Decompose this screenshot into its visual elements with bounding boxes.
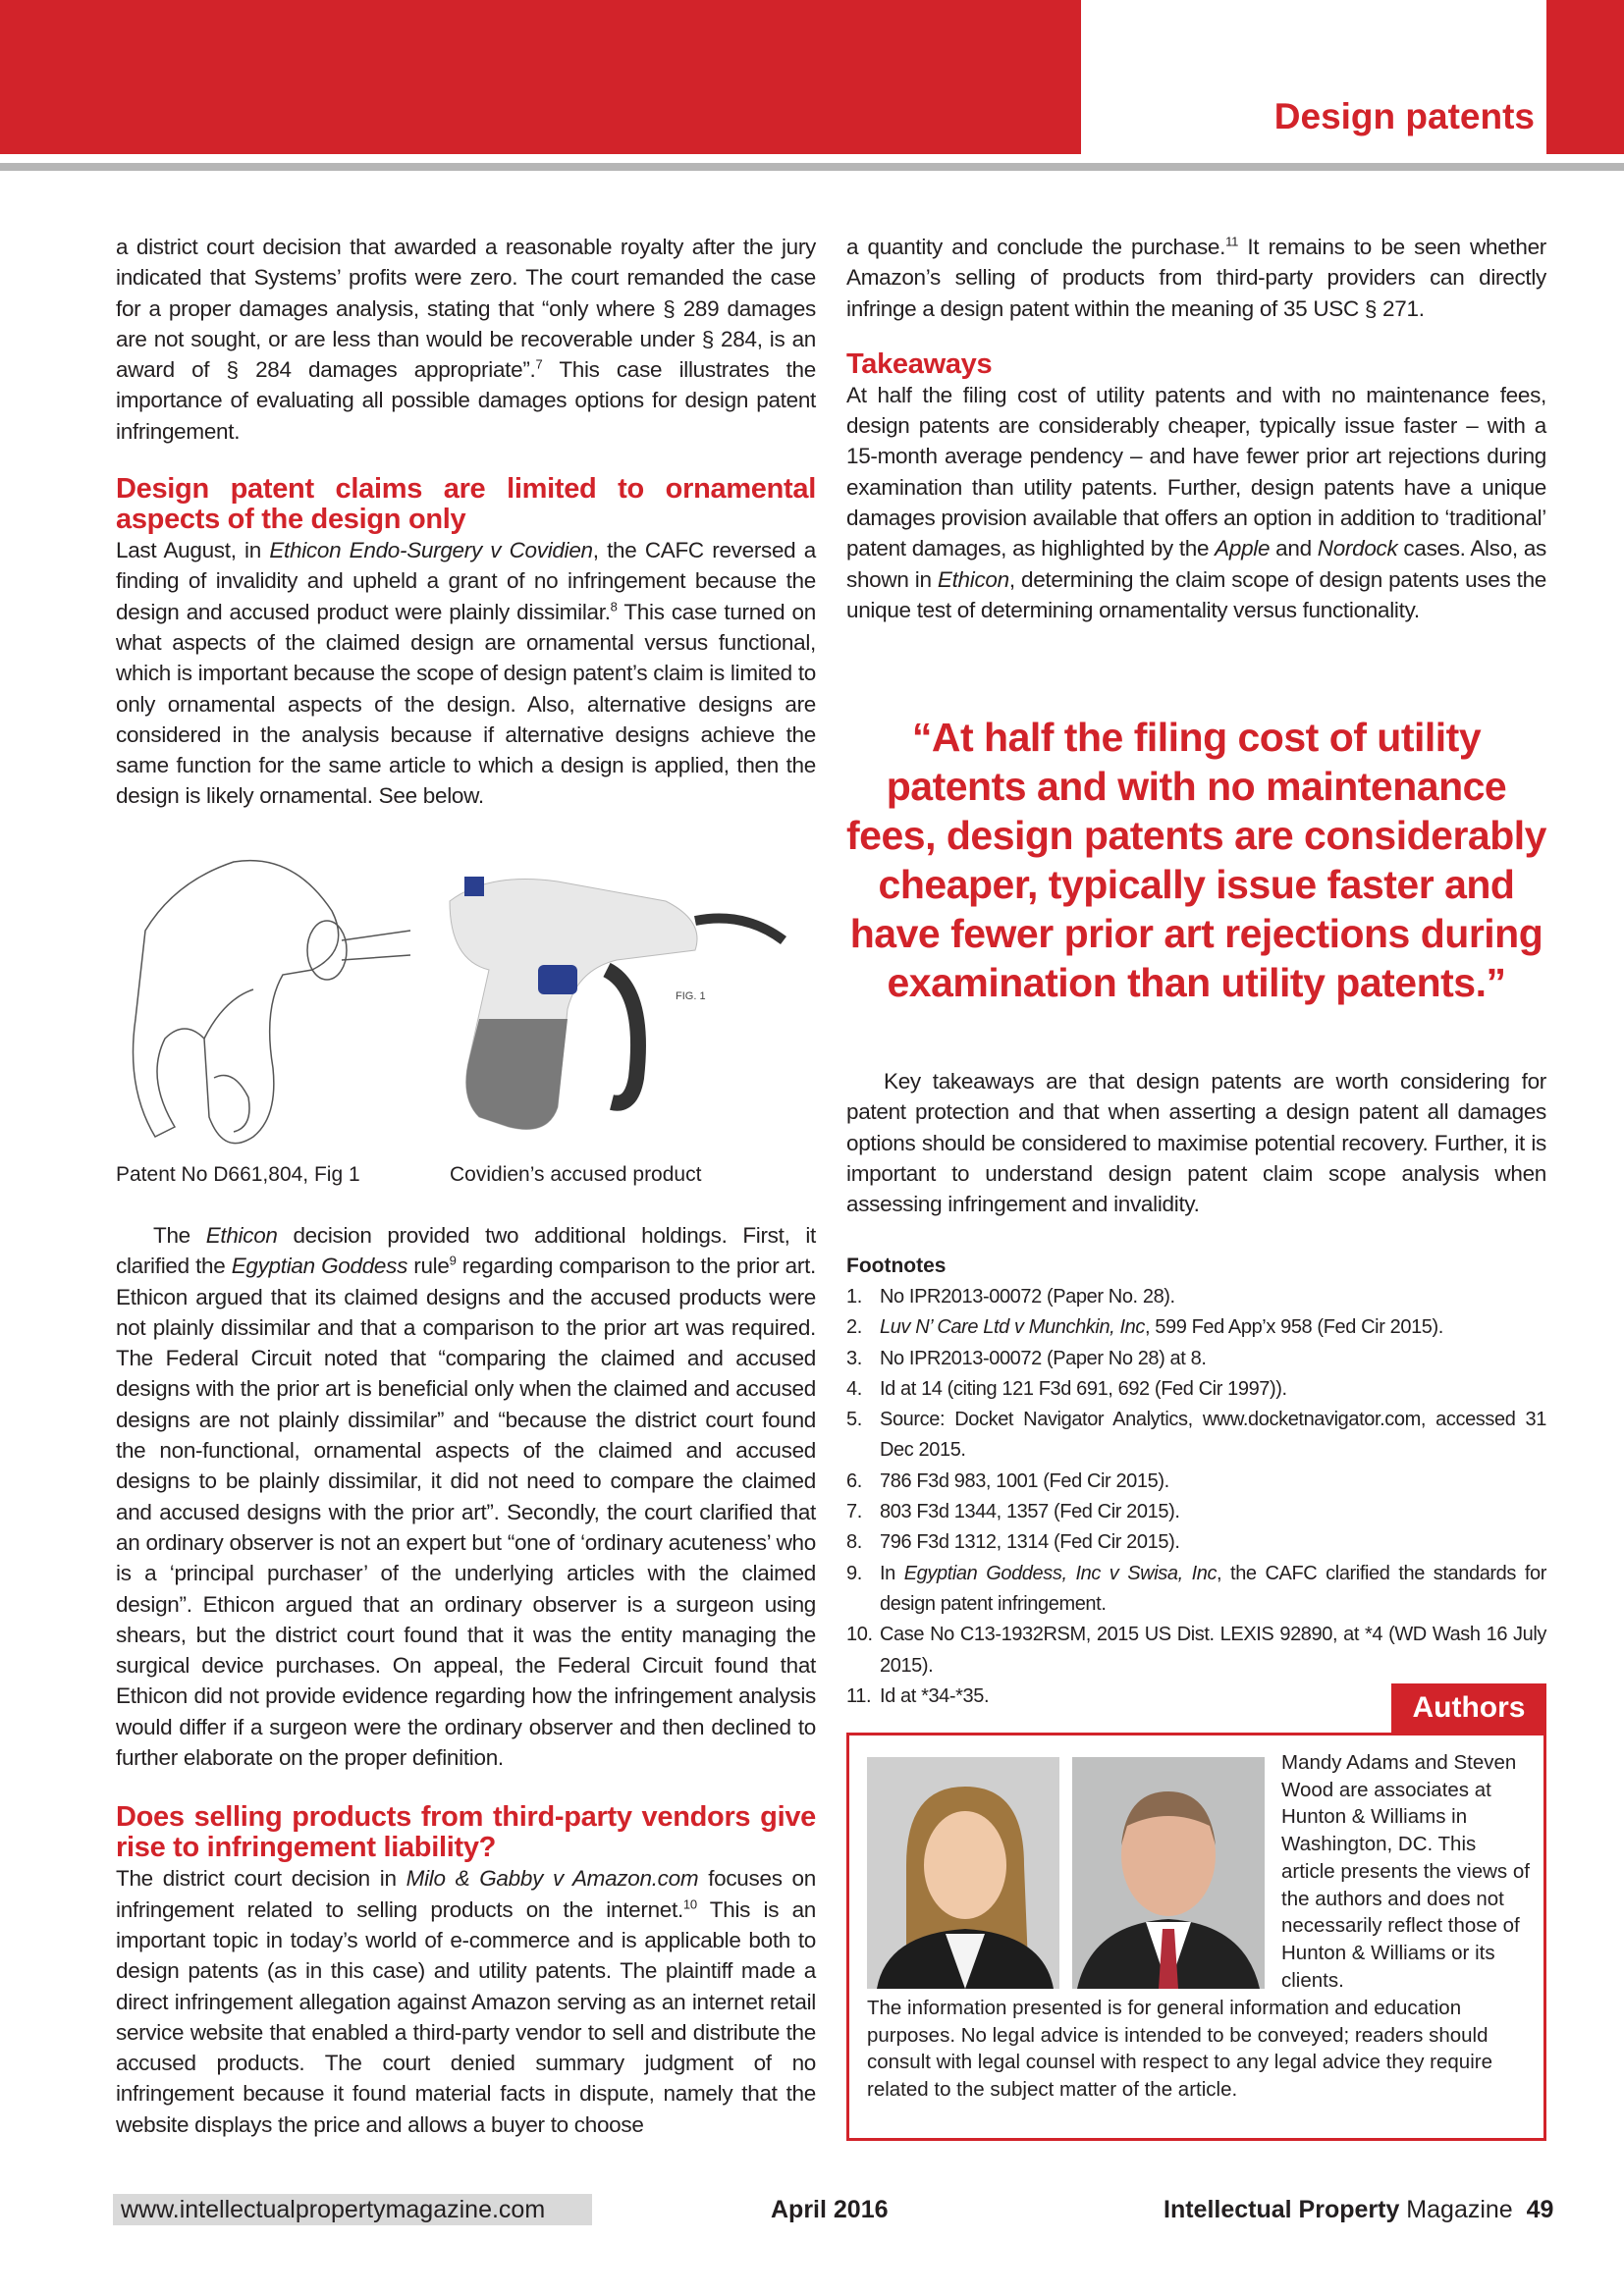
case-name: Luv N’ Care Ltd v Munchkin, Inc xyxy=(880,1316,1145,1339)
footnote-item xyxy=(846,1374,1546,1405)
text: , the CAFC reversed a finding of invalidity and upheld a grant of no infringement because the design and accused product were plainly dissimilar. xyxy=(116,538,816,624)
section-title: Design patents xyxy=(1273,96,1535,136)
paragraph xyxy=(116,1220,816,1773)
case-name: Ethicon Endo-Surgery v Covidien xyxy=(269,538,593,563)
footnotes xyxy=(846,1255,1546,1712)
heading-takeaways: Takeaways xyxy=(846,347,993,380)
text: and xyxy=(1270,536,1318,561)
caption-patent: Patent No D661,804, Fig 1 xyxy=(116,1163,360,1186)
footnote-item xyxy=(846,1559,1546,1621)
authors-bio: Mandy Adams and Steven Wood are associates at Hunton & Williams in Washington, DC. This article presents the views of the authors and does not necessarily reflect those of Hunton & Williams or its clients. xyxy=(1281,1751,1530,1992)
footnote-item xyxy=(846,1282,1546,1312)
text: Id at *34-*35. xyxy=(880,1684,990,1707)
footnote-item xyxy=(846,1620,1546,1682)
text: 803 F3d 1344, 1357 (Fed Cir 2015). xyxy=(880,1501,1180,1523)
right-column-top xyxy=(846,232,1546,625)
authors-box xyxy=(846,1733,1546,2141)
footnote-text xyxy=(880,1620,1546,1682)
footnote-text xyxy=(880,1312,1546,1343)
footnote-item xyxy=(846,1467,1546,1497)
text: , determining the claim scope of design patents uses the unique test of determining ornamentality versus functionality. xyxy=(846,566,1546,622)
author-photo-mandy-adams xyxy=(867,1757,1059,1989)
text: rule xyxy=(407,1254,450,1279)
case-name: Egyptian Goddess xyxy=(231,1254,408,1279)
case-name: Ethicon xyxy=(205,1223,278,1248)
case-name: Egyptian Goddess, Inc v Swisa, Inc xyxy=(903,1562,1218,1584)
header-banner xyxy=(0,0,1081,154)
footnote-number: 1. xyxy=(846,1286,862,1308)
footnote-number: 3. xyxy=(846,1347,862,1369)
text: It remains to be seen whether Amazon’s selling of products from third-party providers can directly infringe a design patent within the meaning of 35 USC § 271. xyxy=(846,235,1546,321)
footnote-number: 11. xyxy=(846,1684,872,1707)
case-name: Milo & Gabby v Amazon.com xyxy=(406,1866,699,1892)
footer-date: April 2016 xyxy=(771,2196,889,2223)
authors-disclaimer: The information presented is for general information and education purposes. No legal advice is intended to be conveyed; readers should consult with legal counsel with respect to any legal advice they require related to the subject matter of the article. xyxy=(867,1997,1492,2102)
text: decision provided two additional holdings. First, it clarified the xyxy=(116,1223,816,1279)
right-column-mid xyxy=(846,1066,1546,1219)
text: The district court decision in xyxy=(116,1866,406,1892)
footnote-number: 2. xyxy=(846,1316,862,1339)
case-name: Apple xyxy=(1215,536,1271,561)
text: Id at 14 (citing 121 F3d 691, 692 (Fed Cir 1997)). xyxy=(880,1377,1287,1400)
text: Source: Docket Navigator Analytics, www.docketnavigator.com, accessed 31 Dec 2015. xyxy=(880,1409,1546,1462)
page-number: 49 xyxy=(1526,2196,1554,2223)
text: Case No C13-1932RSM, 2015 US Dist. LEXIS 92890, at *4 (WD Wash 16 July 2015). xyxy=(880,1624,1546,1677)
left-column-bottom xyxy=(116,1220,816,2140)
text: focuses on infringement related to selling products on the internet. xyxy=(116,1866,816,1922)
text: Last August, in xyxy=(116,538,270,563)
text: This is an important topic in today’s world of e-commerce and is applicable both to design patents (as in this case) and utility patents. The plaintiff made a direct infringement allegation against Amazon serving as an internet retail service website that enabled a third-party vendor to sell and distribute the accused products. The court denied summary judgment of no infringement because it found material facts in dispute, namely that the website displays the price and allows a buyer to choose xyxy=(116,1896,816,2137)
patent-drawing xyxy=(116,842,816,1156)
footnotes-list xyxy=(846,1282,1546,1712)
paragraph xyxy=(846,380,1546,625)
text: , 599 Fed App’x 958 (Fed Cir 2015). xyxy=(1144,1316,1443,1339)
footnote-item xyxy=(846,1344,1546,1374)
footnote-number: 7. xyxy=(846,1501,862,1523)
footnote-ref: 9 xyxy=(449,1253,457,1268)
footnote-text xyxy=(880,1527,1546,1558)
paragraph xyxy=(116,1863,816,2140)
paragraph xyxy=(116,232,816,447)
case-name: Nordock xyxy=(1317,536,1398,561)
footnote-ref: 11 xyxy=(1225,234,1239,249)
footnote-text xyxy=(880,1344,1546,1374)
text: No IPR2013-00072 (Paper No. 28). xyxy=(880,1286,1175,1308)
footnote-ref: 7 xyxy=(535,356,543,372)
heading-ornamental: Design patent claims are limited to ornamental aspects of the design only xyxy=(116,473,816,536)
text: The xyxy=(153,1223,206,1248)
text: This case illustrates the importance of evaluating all possible damages options for design patent infringement. xyxy=(116,357,816,444)
magazine-name: Intellectual Property xyxy=(1164,2196,1400,2223)
footnote-text xyxy=(880,1467,1546,1497)
footnote-item xyxy=(846,1527,1546,1558)
footnote-text xyxy=(880,1282,1546,1312)
footnote-item xyxy=(846,1312,1546,1343)
footnote-number: 9. xyxy=(846,1562,862,1584)
text: No IPR2013-00072 (Paper No 28) at 8. xyxy=(880,1347,1207,1369)
magazine-suffix: Magazine xyxy=(1399,2196,1513,2223)
caption-product: Covidien’s accused product xyxy=(450,1163,702,1186)
footnote-number: 8. xyxy=(846,1531,862,1554)
authors-tab: Authors xyxy=(1391,1683,1546,1733)
footnote-ref: 10 xyxy=(682,1896,697,1912)
text: This case turned on what aspects of the claimed design are ornamental versus functional, which is important because the scope of design patent’s claim is limited to only ornamental aspects of the design. Also, alternative designs are considered in the analysis because if alternative designs achieve the same function for the same article to which a design is applied, then the design is likely ornamental. See below. xyxy=(116,599,816,809)
left-column-top xyxy=(116,232,816,812)
text: , the CAFC clarified the standards for design patent infringement. xyxy=(880,1562,1546,1615)
pull-quote: “At half the filing cost of utility patents and with no maintenance fees, design patents are considerably cheaper, typically issue faster and have fewer prior art rejections during examination than utility patents.” xyxy=(846,715,1546,1005)
footnote-text xyxy=(880,1559,1546,1621)
text: regarding comparison to the prior art. Ethicon argued that its claimed designs and the accused products were not plainly dissimilar and that a comparison to the prior art was required. The Federal Circuit noted that “comparing the claimed and accused designs with the prior art is beneficial only when the claimed and accused designs are not plainly dissimilar” and “because the district court found the non-functional, ornamental aspects of the claimed and accused designs to be plainly dissimilar, it did not need to compare the claimed and accused designs with the prior art”. Secondly, the court clarified that an ordinary observer is not an expert but “one of ‘ordinary acuteness’ who is a ‘principal purchaser’ of the underlying articles with the claimed design”. Ethicon argued that an ordinary observer is a surgeon using shears, but the district court found that it was the entity managing the surgical device purchases. On appeal, the Federal Circuit found that Ethicon did not provide evidence regarding how the infringement analysis would differ if a surgeon were the ordinary observer and then declined to further elaborate on the proper definition. xyxy=(116,1254,816,1771)
footnote-item xyxy=(846,1497,1546,1527)
text: In xyxy=(880,1562,904,1584)
footer-url[interactable]: www.intellectualpropertymagazine.com xyxy=(113,2194,592,2225)
heading-third-party: Does selling products from third-party vendors give rise to infringement liability? xyxy=(116,1801,816,1864)
paragraph xyxy=(116,535,816,812)
text: 786 F3d 983, 1001 (Fed Cir 2015). xyxy=(880,1469,1169,1492)
text: cases. Also, as shown in xyxy=(846,536,1546,592)
footnote-text xyxy=(880,1405,1546,1467)
footnote-item xyxy=(846,1405,1546,1467)
paragraph xyxy=(846,232,1546,324)
footnote-text xyxy=(880,1497,1546,1527)
paragraph: Key takeaways are that design patents are worth considering for patent protection and that when asserting a design patent all damages options should be considered to maximise potential recovery. Further, it is important to understand design patent claim scope analysis when assessing infringement and invalidity. xyxy=(846,1069,1546,1217)
text: 796 F3d 1312, 1314 (Fed Cir 2015). xyxy=(880,1531,1180,1554)
text: a district court decision that awarded a reasonable royalty after the jury indicated that Systems’ profits were zero. The court remanded the case for a proper damages analysis, stating that “only where § 289 damages are not sought, or are less than would be recoverable under § 284, is an award of § 284 damages appropriate”. xyxy=(116,235,816,383)
footnote-number: 5. xyxy=(846,1409,862,1431)
header-rule xyxy=(0,163,1624,171)
case-name: Ethicon xyxy=(937,566,1009,592)
header-strip xyxy=(1546,0,1624,154)
footnote-number: 6. xyxy=(846,1469,862,1492)
footnote-number: 10. xyxy=(846,1624,873,1646)
footer-magazine xyxy=(1164,2194,1553,2225)
footnotes-title: Footnotes xyxy=(846,1255,947,1277)
author-photo-steven-wood xyxy=(1072,1757,1265,1989)
fig-label: FIG. 1 xyxy=(676,990,706,1002)
text: At half the filing cost of utility patents and with no maintenance fees, design patents are considerably cheaper, typically issue faster – with a 15-month average pendency – and have fewer prior art rejections during examination than utility patents. Further, design patents have a unique damages provision available that offers an option in addition to ‘traditional’ patent damages, as highlighted by the xyxy=(846,382,1546,561)
text: a quantity and conclude the purchase. xyxy=(846,235,1226,259)
footnote-text xyxy=(880,1374,1546,1405)
figure-area xyxy=(116,842,816,1156)
footnote-ref: 8 xyxy=(610,599,618,614)
footnote-number: 4. xyxy=(846,1377,862,1400)
